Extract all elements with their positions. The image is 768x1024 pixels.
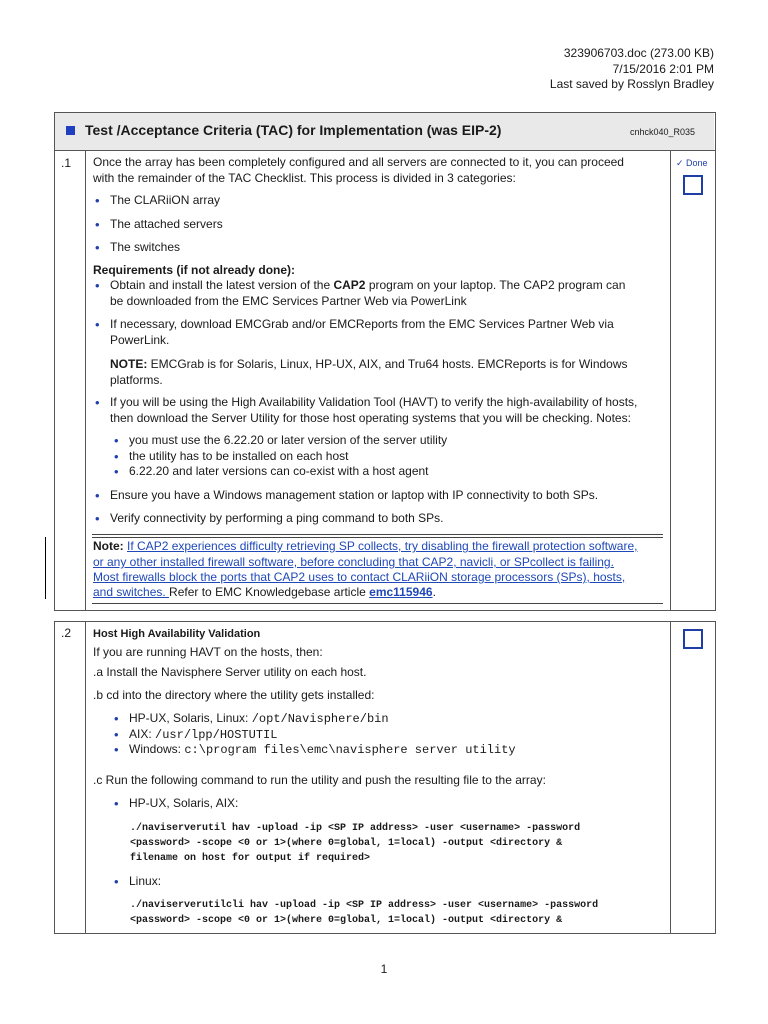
intro-line: Once the array has been completely configured and all servers are connected to it, you can proceed: [93, 155, 624, 169]
sub-item: • 6.22.20 and later versions can co-exist with a host agent: [129, 464, 429, 480]
change-bar: [45, 537, 46, 599]
list-item: • The CLARiiON array: [110, 193, 220, 209]
list-item: • The attached servers: [110, 217, 223, 233]
kb-article-link[interactable]: emc115946: [369, 585, 433, 599]
requirements-heading: Requirements (if not already done):: [93, 263, 296, 277]
page-number: 1: [380, 962, 388, 976]
section-heading: Host High Availability Validation: [93, 628, 261, 640]
firewall-note-link[interactable]: or any other installed firewall software, before concluding that CAP2, navicli, or SPcollect is failing.: [93, 555, 614, 569]
list-item: • Verify connectivity by performing a ping command to both SPs.: [110, 511, 444, 527]
done-label: ✓ Done: [676, 158, 708, 168]
table-title: Test /Acceptance Criteria (TAC) for Implementation (was EIP-2): [85, 122, 502, 138]
date-info: 7/15/2016 2:01 PM: [612, 62, 714, 76]
step-b: .b cd into the directory where the utility gets installed:: [93, 688, 375, 702]
path-item: • Windows: c:\program files\emc\navisphere server utility: [129, 742, 516, 759]
firewall-note-link[interactable]: If CAP2 experiences difficulty retrieving SP collects, try disabling the firewall protection software,: [127, 539, 638, 553]
saved-by: Last saved by Rosslyn Bradley: [549, 77, 714, 91]
firewall-note: Note: If CAP2 experiences difficulty retrieving SP collects, try disabling the firewall protection software,: [93, 539, 638, 553]
command-line: <password> -scope <0 or 1>(where 0=global, 1=local) -output <directory &: [130, 838, 563, 849]
list-item-cont: then download the Server Utility for those host operating systems that you will be checking. Notes:: [110, 411, 631, 425]
intro-line: with the remainder of the TAC Checklist. This process is divided in 3 categories:: [93, 171, 516, 185]
row-number: .2: [61, 626, 72, 640]
list-item: • If you will be using the High Availability Validation Tool (HAVT) to verify the high-availability of hosts,: [110, 395, 637, 411]
note-text: NOTE: EMCGrab is for Solaris, Linux, HP-UX, AIX, and Tru64 hosts. EMCReports is for Windows: [110, 357, 628, 371]
done-checkbox[interactable]: [683, 175, 703, 195]
file-info: 323906703.doc (273.00 KB): [563, 46, 714, 60]
firewall-note-link[interactable]: and switches.: [93, 585, 170, 599]
command-line: ./naviserverutil hav -upload -ip <SP IP address> -user <username> -password: [130, 823, 581, 834]
command-line: <password> -scope <0 or 1>(where 0=global, 1=local) -output <directory &: [130, 915, 563, 926]
section-intro: If you are running HAVT on the hosts, then:: [93, 645, 323, 659]
command-line: ./naviserverutilcli hav -upload -ip <SP IP address> -user <username> -password: [130, 900, 599, 911]
square-bullet-icon: [66, 126, 75, 135]
sub-item: • the utility has to be installed on each host: [129, 449, 348, 465]
note-text-cont: platforms.: [110, 373, 163, 387]
list-item: • Ensure you have a Windows management station or laptop with IP connectivity to both SPs.: [110, 488, 598, 504]
sub-item: • you must use the 6.22.20 or later version of the server utility: [129, 433, 447, 449]
done-checkbox[interactable]: [683, 629, 703, 649]
list-item-cont: PowerLink.: [110, 333, 170, 347]
path-item: • AIX: /usr/lpp/HOSTUTIL: [129, 727, 277, 744]
firewall-note-link[interactable]: Most firewalls block the ports that CAP2 uses to contact CLARiiON storage processors (SPs), hosts,: [93, 570, 626, 584]
list-item: • The switches: [110, 240, 180, 256]
step-c: .c Run the following command to run the utility and push the resulting file to the array:: [93, 773, 546, 787]
list-item-cont: be downloaded from the EMC Services Partner Web via PowerLink: [110, 294, 467, 308]
firewall-note-end: and switches. Refer to EMC Knowledgebase article emc115946.: [93, 585, 436, 599]
row-number: .1: [61, 156, 72, 170]
list-item: • Obtain and install the latest version of the CAP2 program on your laptop. The CAP2 program can: [110, 278, 625, 294]
os-label: • HP-UX, Solaris, AIX:: [129, 796, 238, 812]
table-code: cnhck040_R035: [630, 127, 696, 137]
command-line: filename on host for output if required>: [130, 853, 371, 864]
step-a: .a Install the Navisphere Server utility on each host.: [93, 665, 367, 679]
os-label: • Linux:: [129, 874, 161, 890]
list-item: • If necessary, download EMCGrab and/or EMCReports from the EMC Services Partner Web via: [110, 317, 614, 333]
path-item: • HP-UX, Solaris, Linux: /opt/Navisphere/bin: [129, 711, 389, 728]
